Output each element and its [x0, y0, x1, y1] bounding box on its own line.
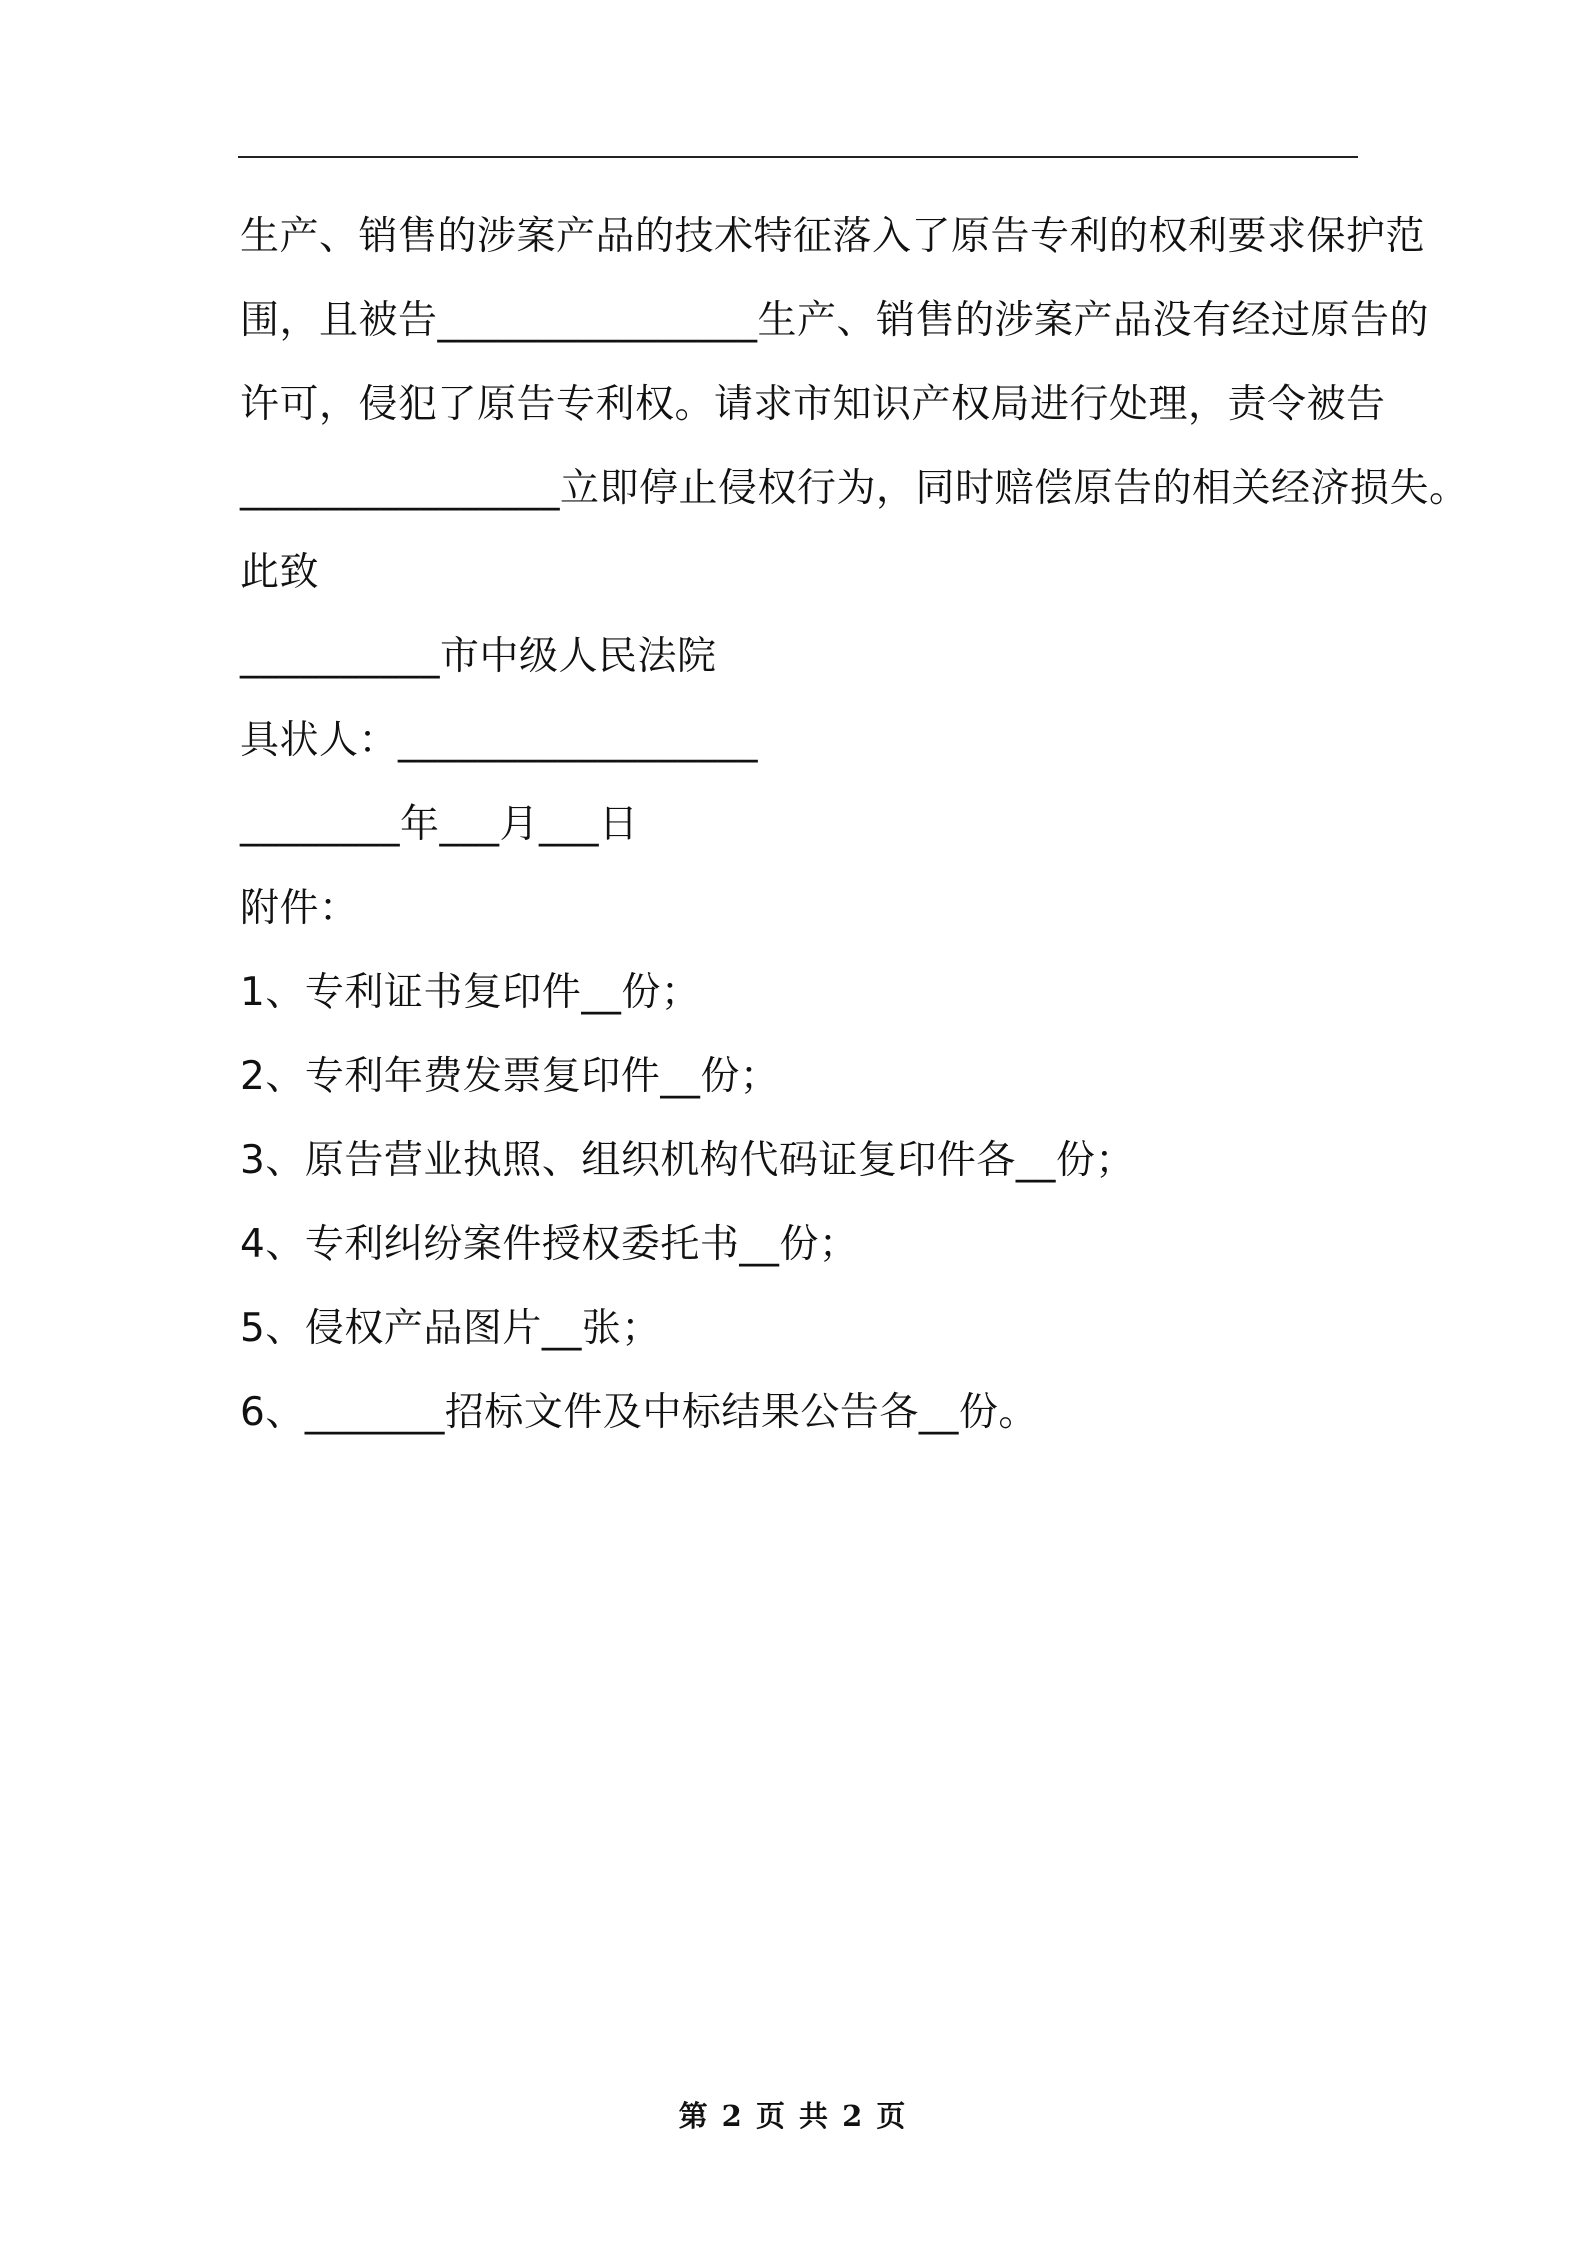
- page-number-footer: 第 2 页 共 2 页: [678, 2099, 908, 2133]
- header-rule: [238, 156, 1358, 158]
- attachment-item: 4、专利纠纷案件授权委托书__份；: [240, 1222, 859, 1267]
- date-line: ________年___月___日: [240, 802, 639, 847]
- attachment-item: 5、侵权产品图片__张；: [240, 1306, 661, 1351]
- paragraph-line: 围，且被告________________生产、销售的涉案产品没有经过原告的: [240, 298, 1430, 343]
- paragraph-line: 许可，侵犯了原告专利权。请求市知识产权局进行处理，责令被告: [240, 382, 1386, 427]
- paragraph-line: ________________立即停止侵权行为，同时赔偿原告的相关经济损失。: [240, 466, 1469, 511]
- salutation: 此致: [240, 550, 320, 595]
- court-recipient: __________市中级人民法院: [240, 634, 717, 679]
- document-body: [240, 195, 1469, 1455]
- attachment-item: 3、原告营业执照、组织机构代码证复印件各__份；: [240, 1138, 1135, 1183]
- attachment-item: 6、_______招标文件及中标结果公告各__份。: [240, 1390, 1038, 1435]
- attachments-heading: 附件：: [240, 886, 359, 931]
- attachment-item: 1、专利证书复印件__份；: [240, 970, 701, 1015]
- paragraph-line: 生产、销售的涉案产品的技术特征落入了原告专利的权利要求保护范: [240, 214, 1426, 259]
- attachment-item: 2、专利年费发票复印件__份；: [240, 1054, 780, 1099]
- claimant-signature: 具状人：__________________: [240, 718, 759, 763]
